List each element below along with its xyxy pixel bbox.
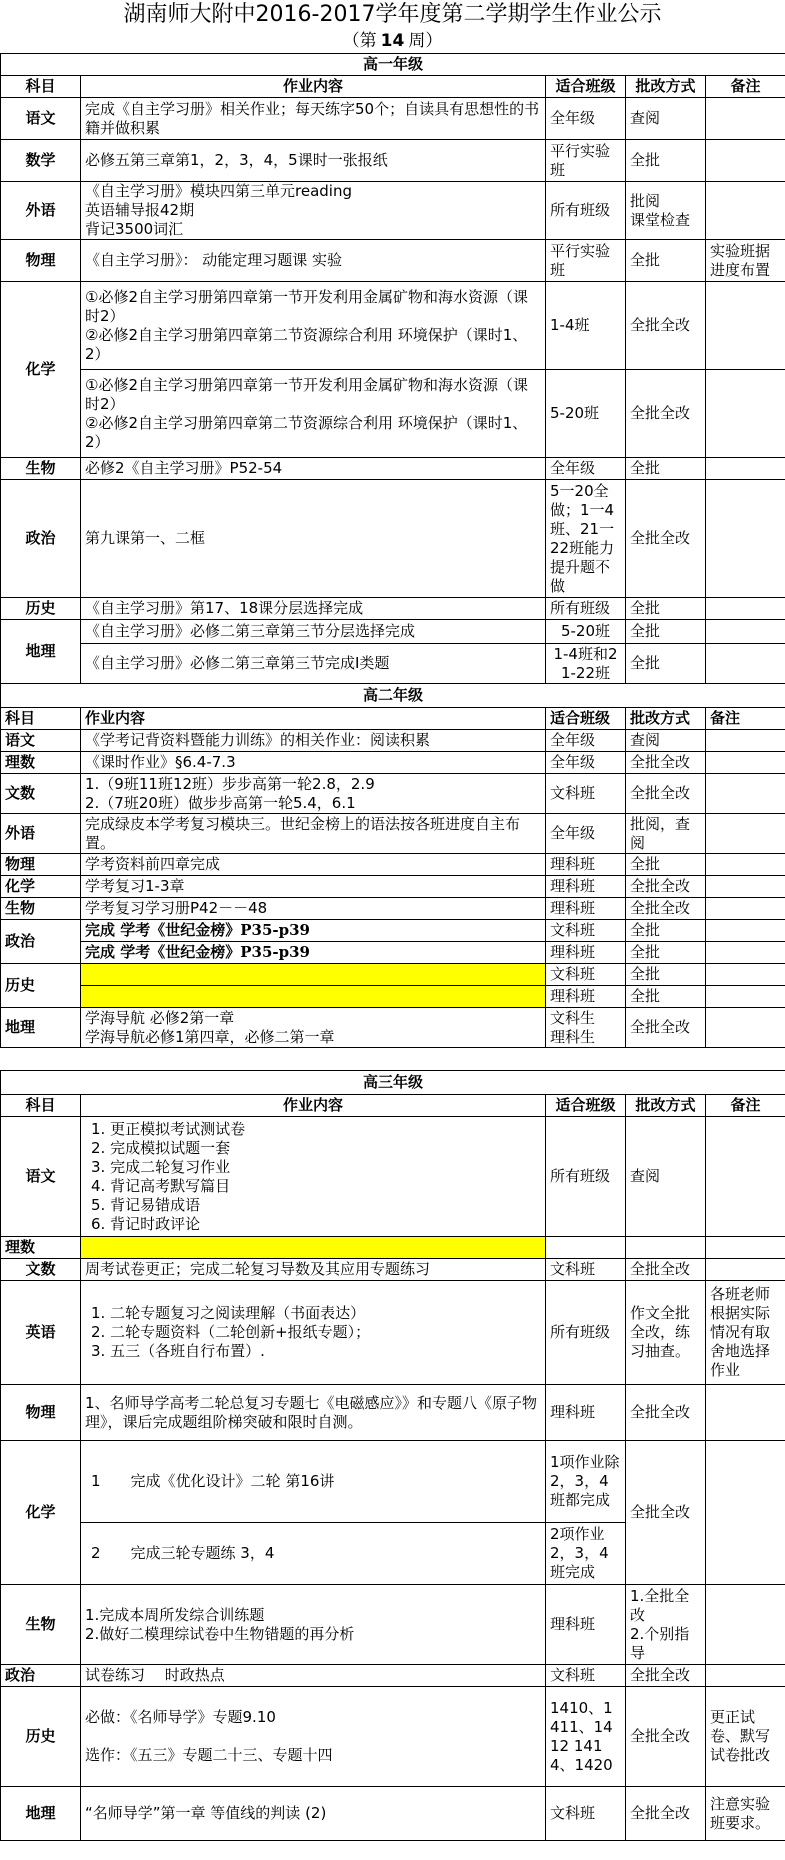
subject-cell: 英语 — [1, 1281, 81, 1385]
table-row — [1, 1117, 785, 1237]
subject-cell: 理数 — [1, 1237, 81, 1259]
content-cell — [81, 774, 546, 814]
subject-cell: 生物 — [1, 458, 81, 480]
class-line: 理科生 — [550, 1027, 596, 1046]
grade-3-table — [0, 1070, 785, 1841]
table-row — [1, 1385, 785, 1441]
note-cell: 各班老师根据实际情况有取舍地选择作业 — [706, 1281, 785, 1385]
method-cell: 全批 — [626, 986, 706, 1008]
note-cell — [706, 942, 785, 964]
method-line: 1.全批全改 — [630, 1586, 690, 1624]
grade-1-table — [0, 53, 785, 684]
grade-3-title: 高三年级 — [1, 1071, 785, 1095]
class-cell: 文科班 — [546, 1259, 626, 1281]
content-line: 选作：《五三》专题二十三、专题十四 — [85, 1746, 333, 1764]
subject-cell: 地理 — [1, 1787, 81, 1841]
content-line: 学海导航 必修2第一章 — [85, 1008, 235, 1027]
note-cell — [706, 1117, 785, 1237]
content-line: 背记3500词汇 — [85, 220, 184, 238]
header-note: 备注 — [706, 708, 785, 730]
content-cell: 1 完成《优化设计》二轮 第16讲 — [81, 1441, 546, 1523]
note-cell: 更正试卷、默写试卷批改 — [706, 1687, 785, 1787]
subject-cell: 历史 — [1, 1687, 81, 1787]
header-method: 批改方式 — [626, 708, 706, 730]
note-cell — [706, 480, 785, 598]
method-cell: 全批全改 — [626, 1787, 706, 1841]
note-cell — [706, 1665, 785, 1687]
header-note: 备注 — [706, 1095, 785, 1117]
class-cell: 所有班级 — [546, 182, 626, 240]
method-cell: 全批全改 — [626, 898, 706, 920]
header-content: 作业内容 — [81, 708, 546, 730]
week-number: 14 — [380, 31, 405, 51]
note-cell — [706, 1441, 785, 1585]
note-cell — [706, 1259, 785, 1281]
table-row — [1, 1008, 785, 1048]
header-subject: 科目 — [1, 1095, 81, 1117]
method-cell: 全批全改 — [626, 282, 706, 370]
content-line: 1. 二轮专题复习之阅读理解（书面表达） — [91, 1304, 366, 1322]
class-cell: 全年级 — [546, 458, 626, 480]
content-line: 《自主学习册》模块四第三单元reading — [85, 182, 352, 200]
table-row — [1, 814, 785, 854]
content-cell: 1、名师导学高考二轮总复习专题七《电磁感应》》和专题八《原子物理》，课后完成题组阶梯突破和限时自测。 — [81, 1385, 546, 1441]
class-cell: 5-20班 — [546, 370, 626, 458]
content-cell: 完成 学考《世纪金榜》P35-p39 — [81, 920, 546, 942]
content-line: ②必修2自主学习册第四章第二节资源综合利用 环境保护（课时1、2） — [85, 325, 528, 363]
content-cell: 《课时作业》§6.4-7.3 — [81, 752, 546, 774]
content-line: 3. 完成二轮复习作业 — [91, 1157, 231, 1176]
subject-cell: 历史 — [1, 964, 81, 1008]
table-row — [1, 1665, 785, 1687]
subject-cell: 数学 — [1, 140, 81, 182]
content-line: 2.（7班20班）做步步高第一轮5.4，6.1 — [85, 793, 356, 812]
method-cell: 全批全改 — [626, 1687, 706, 1787]
table-row — [1, 942, 785, 964]
content-cell: 《自主学习册》必修二第三章第三节分层选择完成 — [81, 620, 546, 644]
table-row — [1, 620, 785, 644]
subject-cell: 文数 — [1, 1259, 81, 1281]
spacer — [0, 1048, 785, 1070]
note-cell — [706, 752, 785, 774]
note-cell: 实验班据进度布置 — [706, 240, 785, 282]
table-row — [1, 644, 785, 684]
class-cell: 文科班 — [546, 964, 626, 986]
table-row — [1, 876, 785, 898]
table-row — [1, 1259, 785, 1281]
grade-2-title: 高二年级 — [1, 684, 785, 708]
content-cell: 必修五第三章第1，2，3，4，5课时一张报纸 — [81, 140, 546, 182]
subject-cell: 生物 — [1, 1585, 81, 1665]
week-label — [0, 30, 785, 52]
table-row — [1, 98, 785, 140]
note-cell — [706, 876, 785, 898]
method-cell: 作文全批全改，练习抽查。 — [626, 1281, 706, 1385]
method-cell: 查阅 — [626, 730, 706, 752]
table-row — [1, 1687, 785, 1787]
content-cell — [81, 964, 546, 986]
subject-cell: 地理 — [1, 1008, 81, 1048]
note-cell — [706, 598, 785, 620]
class-cell: 所有班级 — [546, 598, 626, 620]
header-content: 作业内容 — [81, 1095, 546, 1117]
content-cell — [81, 282, 546, 370]
method-cell: 全批全改 — [626, 774, 706, 814]
content-cell: 《自主学习册》： 动能定理习题课 实验 — [81, 240, 546, 282]
method-cell: 全批 — [626, 920, 706, 942]
table-row — [1, 480, 785, 598]
method-cell: 全批全改 — [626, 1665, 706, 1687]
week-open: （第 — [342, 31, 377, 51]
class-cell: 1-4班和21-22班 — [546, 644, 626, 684]
method-cell: 查阅 — [626, 98, 706, 140]
content-cell: 2 完成三轮专题练 3，4 — [81, 1523, 546, 1585]
method-cell — [626, 1585, 706, 1665]
class-cell: 文科班 — [546, 920, 626, 942]
table-row — [1, 458, 785, 480]
content-cell: 第九课第一、二框 — [81, 480, 546, 598]
class-cell: 所有班级 — [546, 1281, 626, 1385]
content-cell — [81, 1687, 546, 1787]
class-cell: 5-20班 — [546, 620, 626, 644]
class-cell: 文科班 — [546, 1787, 626, 1841]
content-cell: 学考资料前四章完成 — [81, 854, 546, 876]
method-cell: 全批 — [626, 854, 706, 876]
grade-2-table — [0, 683, 785, 1048]
content-line: 5. 背记易错成语 — [91, 1195, 201, 1214]
content-cell: 学考复习学习册P42－－48 — [81, 898, 546, 920]
subject-cell: 地理 — [1, 620, 81, 684]
page-title: 湖南师大附中2016-2017学年度第二学期学生作业公示 — [123, 2, 662, 27]
content-line: 2.做好二模理综试卷中生物错题的再分析 — [85, 1624, 355, 1643]
class-cell: 1-4班 — [546, 282, 626, 370]
table-row — [1, 1787, 785, 1841]
content-line: 3. 五三（各班自行布置）. — [91, 1342, 265, 1360]
content-cell — [81, 370, 546, 458]
method-cell: 全批 — [626, 240, 706, 282]
week-close: 周） — [408, 31, 443, 51]
table-row — [1, 240, 785, 282]
content-line: 4. 背记高考默写篇目 — [91, 1176, 231, 1195]
grade-1-title: 高一年级 — [1, 54, 785, 76]
class-line: 文科生 — [550, 1008, 596, 1027]
note-cell — [706, 898, 785, 920]
table-row — [1, 598, 785, 620]
table-row — [1, 1441, 785, 1523]
subject-cell: 外语 — [1, 182, 81, 240]
method-cell — [626, 1237, 706, 1259]
method-cell: 全批全改 — [626, 752, 706, 774]
content-cell — [81, 1585, 546, 1665]
method-line: 2.个别指导 — [630, 1624, 690, 1662]
content-cell: 学考复习1-3章 — [81, 876, 546, 898]
table-row — [1, 752, 785, 774]
note-cell — [706, 964, 785, 986]
content-cell — [81, 182, 546, 240]
content-cell — [81, 1117, 546, 1237]
header-subject: 科目 — [1, 76, 81, 98]
note-cell: 注意实验班要求。 — [706, 1787, 785, 1841]
table-row — [1, 964, 785, 986]
content-cell — [81, 1237, 546, 1259]
content-cell: 《自主学习册》必修二第三章第三节完成Ⅰ类题 — [81, 644, 546, 684]
note-cell — [706, 774, 785, 814]
subject-cell: 外语 — [1, 814, 81, 854]
table-row — [1, 140, 785, 182]
method-cell: 全批全改 — [626, 480, 706, 598]
table-row — [1, 730, 785, 752]
content-line: 2. 完成模拟试题一套 — [91, 1138, 231, 1157]
content-cell — [81, 1281, 546, 1385]
subject-cell: 化学 — [1, 282, 81, 458]
note-cell — [706, 370, 785, 458]
header-class: 适合班级 — [546, 76, 626, 98]
method-cell: 全批 — [626, 458, 706, 480]
subject-cell: 化学 — [1, 1441, 81, 1585]
header-subject: 科目 — [1, 708, 81, 730]
header-content: 作业内容 — [81, 76, 546, 98]
class-cell: 1项作业除2，3，4 班都完成 — [546, 1441, 626, 1523]
class-cell: 全年级 — [546, 752, 626, 774]
method-cell: 全批 — [626, 140, 706, 182]
note-cell — [706, 644, 785, 684]
subject-cell: 语文 — [1, 730, 81, 752]
header-note: 备注 — [706, 76, 785, 98]
class-cell: 文科班 — [546, 774, 626, 814]
class-cell: 平行实验班 — [546, 240, 626, 282]
header-class: 适合班级 — [546, 708, 626, 730]
subject-cell: 政治 — [1, 480, 81, 598]
content-line: ②必修2自主学习册第四章第二节资源综合利用 环境保护（课时1、2） — [85, 413, 528, 451]
class-cell: 理科班 — [546, 1385, 626, 1441]
note-cell — [706, 458, 785, 480]
content-cell: 完成绿皮本学考复习模块三。世纪金榜上的语法按各班进度自主布置。 — [81, 814, 546, 854]
note-cell — [706, 986, 785, 1008]
class-cell: 所有班级 — [546, 1117, 626, 1237]
note-cell — [706, 98, 785, 140]
note-cell — [706, 1008, 785, 1048]
method-cell: 查阅 — [626, 1117, 706, 1237]
content-cell: 《自主学习册》第17、18课分层选择完成 — [81, 598, 546, 620]
note-cell — [706, 140, 785, 182]
note-cell — [706, 854, 785, 876]
table-row — [1, 1585, 785, 1665]
content-cell: “名师导学”第一章 等值线的判读 (2) — [81, 1787, 546, 1841]
class-cell: 理科班 — [546, 876, 626, 898]
note-cell — [706, 1585, 785, 1665]
class-cell: 全年级 — [546, 730, 626, 752]
method-cell: 全批 — [626, 942, 706, 964]
table-row — [1, 898, 785, 920]
note-cell — [706, 920, 785, 942]
table-row — [1, 1281, 785, 1385]
content-line: 必做：《名师导学》专题9.10 — [85, 1708, 276, 1726]
content-cell: 《学考记背资料暨能力训练》的相关作业：阅读积累 — [81, 730, 546, 752]
table-row — [1, 920, 785, 942]
content-line: 1.完成本周所发综合训练题 — [85, 1605, 265, 1624]
note-cell — [706, 620, 785, 644]
content-line: 2. 二轮专题资料（二轮创新+报纸专题）； — [91, 1323, 371, 1341]
content-line: ①必修2自主学习册第四章第一节开发利用金属矿物和海水资源（课时2） — [85, 287, 528, 325]
content-line: 6. 背记时政评论 — [91, 1214, 201, 1233]
content-cell: 试卷练习 时政热点 — [81, 1665, 546, 1687]
class-cell: 理科班 — [546, 854, 626, 876]
subject-cell: 物理 — [1, 240, 81, 282]
note-cell — [706, 282, 785, 370]
class-cell: 理科班 — [546, 986, 626, 1008]
class-cell: 全年级 — [546, 98, 626, 140]
table-row — [1, 774, 785, 814]
class-cell — [546, 1237, 626, 1259]
class-cell: 文科班 — [546, 1665, 626, 1687]
note-cell — [706, 1237, 785, 1259]
note-cell — [706, 730, 785, 752]
table-row — [1, 854, 785, 876]
method-cell: 全批全改 — [626, 1441, 706, 1585]
class-cell: 理科班 — [546, 898, 626, 920]
class-cell: 理科班 — [546, 942, 626, 964]
table-row — [1, 282, 785, 370]
class-cell: 5一20全做；1一4班、21一22班能力提升题不做 — [546, 480, 626, 598]
content-line: 英语辅导报42期 — [85, 201, 195, 219]
note-cell — [706, 814, 785, 854]
note-cell — [706, 182, 785, 240]
class-cell: 理科班 — [546, 1585, 626, 1665]
content-line: 1.（9班11班12班）步步高第一轮2.8，2.9 — [85, 774, 375, 793]
content-cell: 必修2《自主学习册》P52-54 — [81, 458, 546, 480]
note-cell — [706, 1385, 785, 1441]
header-method: 批改方式 — [626, 76, 706, 98]
subject-cell: 语文 — [1, 1117, 81, 1237]
class-cell: 1410、1411、1412 1414、1420 — [546, 1687, 626, 1787]
table-row — [1, 1237, 785, 1259]
method-cell: 全批全改 — [626, 1008, 706, 1048]
method-cell: 批阅，查阅 — [626, 814, 706, 854]
class-cell — [546, 1008, 626, 1048]
content-line: ①必修2自主学习册第四章第一节开发利用金属矿物和海水资源（课时2） — [85, 375, 528, 413]
method-cell — [626, 182, 706, 240]
subject-cell: 物理 — [1, 1385, 81, 1441]
content-line: 1. 更正模拟考试测试卷 — [91, 1119, 246, 1138]
table-row — [1, 182, 785, 240]
method-cell: 全批全改 — [626, 876, 706, 898]
content-cell: 完成 学考《世纪金榜》P35-p39 — [81, 942, 546, 964]
header-class: 适合班级 — [546, 1095, 626, 1117]
method-cell: 全批 — [626, 620, 706, 644]
content-cell: 周考试卷更正；完成二轮复习导数及其应用专题练习 — [81, 1259, 546, 1281]
method-line: 批阅 — [630, 191, 661, 210]
subject-cell: 政治 — [1, 1665, 81, 1687]
subject-cell: 理数 — [1, 752, 81, 774]
content-cell: 完成《自主学习册》相关作业；每天练字50个；自读具有思想性的书籍并做积累 — [81, 98, 546, 140]
content-cell — [81, 986, 546, 1008]
subject-cell: 政治 — [1, 920, 81, 964]
method-cell: 全批全改 — [626, 1385, 706, 1441]
method-cell: 全批 — [626, 598, 706, 620]
subject-cell: 文数 — [1, 774, 81, 814]
header-method: 批改方式 — [626, 1095, 706, 1117]
subject-cell: 物理 — [1, 854, 81, 876]
subject-cell: 化学 — [1, 876, 81, 898]
method-cell: 全批全改 — [626, 1259, 706, 1281]
subject-cell: 语文 — [1, 98, 81, 140]
subject-cell: 生物 — [1, 898, 81, 920]
class-cell: 全年级 — [546, 814, 626, 854]
content-line: 学海导航必修1第四章，必修二第一章 — [85, 1027, 335, 1046]
subject-cell: 历史 — [1, 598, 81, 620]
table-row — [1, 370, 785, 458]
method-cell: 全批 — [626, 964, 706, 986]
method-cell: 全批全改 — [626, 370, 706, 458]
class-cell: 2项作业2，3，4班完成 — [546, 1523, 626, 1585]
method-cell: 全批 — [626, 644, 706, 684]
content-cell — [81, 1008, 546, 1048]
method-line: 课堂检查 — [630, 210, 691, 229]
class-cell: 平行实验班 — [546, 140, 626, 182]
table-row — [1, 986, 785, 1008]
